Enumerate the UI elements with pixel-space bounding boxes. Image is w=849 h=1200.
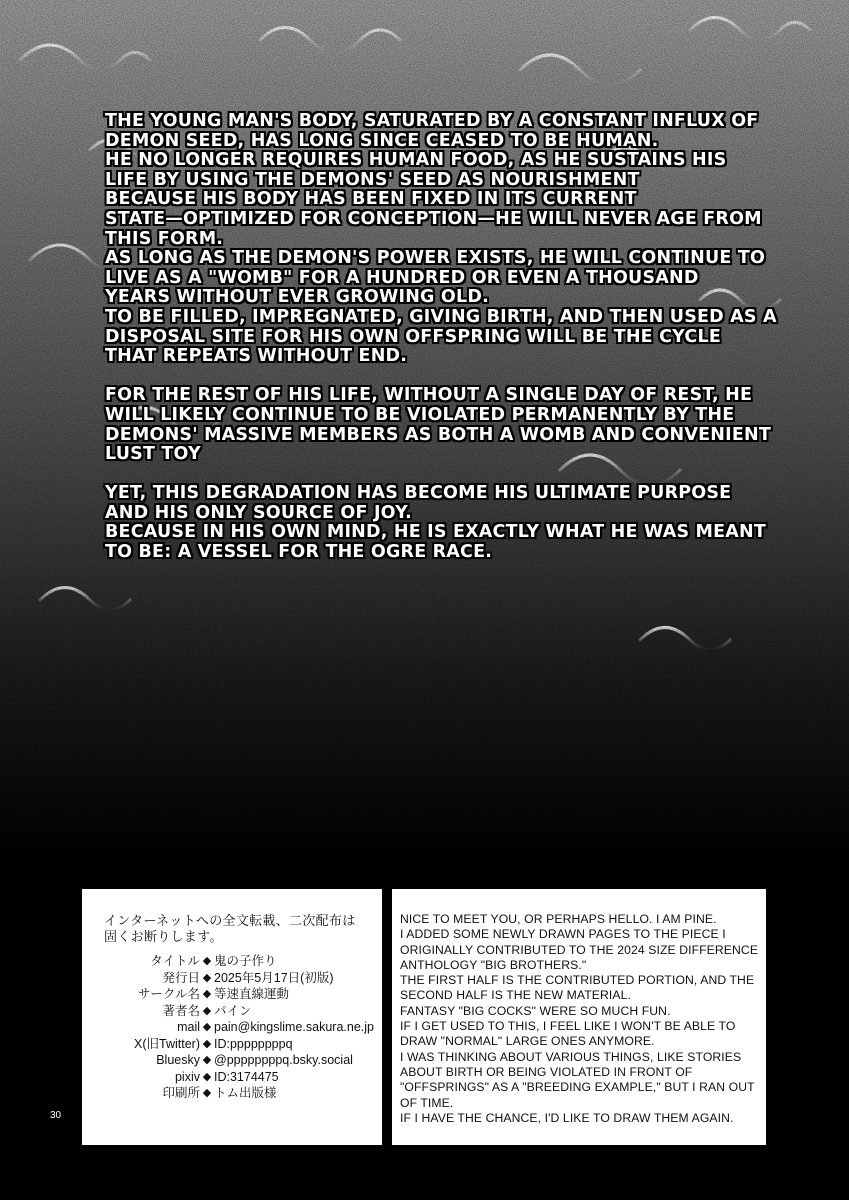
diamond-icon: ◆ bbox=[202, 1037, 212, 1050]
credit-row-bluesky bbox=[82, 1052, 382, 1069]
credit-value: 2025年5月17日(初版) bbox=[214, 970, 334, 985]
credit-label: 印刷所 bbox=[162, 1086, 200, 1100]
afterword-line: I WAS THINKING ABOUT VARIOUS THINGS, LIKE STORIES bbox=[400, 1049, 742, 1064]
credit-label: タイトル bbox=[150, 954, 200, 968]
credit-label: 発行日 bbox=[162, 970, 200, 985]
narration-paragraph-3 bbox=[105, 484, 785, 562]
afterword-text bbox=[400, 912, 762, 1126]
afterword-line: THE FIRST HALF IS THE CONTRIBUTED PORTION, AND THE bbox=[400, 973, 755, 988]
credit-value: 鬼の子作り bbox=[214, 954, 277, 968]
diamond-icon: ◆ bbox=[202, 1021, 212, 1033]
narration-text bbox=[105, 112, 785, 582]
credit-row-mail bbox=[82, 1019, 382, 1036]
narration-line: STATE—OPTIMIZED FOR CONCEPTION—HE WILL NEVER AGE FROM bbox=[105, 208, 762, 229]
diamond-icon: ◆ bbox=[202, 1070, 212, 1083]
afterword-line: IF I HAVE THE CHANCE, I'D LIKE TO DRAW THEM AGAIN. bbox=[400, 1110, 734, 1125]
afterword-line: "OFFSPRINGS" AS A "BREEDING EXAMPLE," BUT I RAN OUT bbox=[400, 1080, 755, 1095]
credit-row-circle bbox=[82, 986, 382, 1003]
narration-line: DEMONS' MASSIVE MEMBERS AS BOTH A WOMB AND CONVENIENT bbox=[105, 424, 771, 445]
narration-line: HE NO LONGER REQUIRES HUMAN FOOD, AS HE SUSTAINS HIS bbox=[105, 150, 727, 171]
credit-row-title bbox=[82, 953, 382, 970]
narration-paragraph-2 bbox=[105, 386, 785, 464]
credit-value: 等速直線運動 bbox=[214, 987, 290, 1001]
narration-line: LIFE BY USING THE DEMONS' SEED AS NOURISHMENT bbox=[105, 169, 640, 190]
credit-value: トム出版様 bbox=[214, 1086, 277, 1100]
narration-line: LUST TOY bbox=[105, 444, 201, 465]
narration-line: DEMON SEED, HAS LONG SINCE CEASED TO BE HUMAN. bbox=[105, 130, 659, 151]
narration-line: AS LONG AS THE DEMON'S POWER EXISTS, HE WILL CONTINUE TO bbox=[105, 248, 766, 269]
credit-row-pixiv bbox=[82, 1069, 382, 1086]
credit-label: Bluesky bbox=[156, 1053, 200, 1067]
diamond-icon: ◆ bbox=[202, 955, 212, 967]
narration-line: TO BE: A VESSEL FOR THE OGRE RACE. bbox=[105, 542, 493, 563]
narration-line: THE YOUNG MAN'S BODY, SATURATED BY A CONSTANT INFLUX OF bbox=[105, 111, 759, 131]
narration-line: AND HIS ONLY SOURCE OF JOY. bbox=[105, 502, 412, 523]
credit-value: ID:ppppppppq bbox=[214, 1036, 293, 1051]
afterword-line: ABOUT BIRTH OR BEING VIOLATED IN FRONT OF bbox=[400, 1064, 693, 1079]
credit-value: ID:3174475 bbox=[214, 1069, 279, 1084]
colophon-panel bbox=[82, 889, 382, 1145]
afterword-line: ANTHOLOGY "BIG BROTHERS." bbox=[400, 957, 587, 972]
narration-line: TO BE FILLED, IMPREGNATED, GIVING BIRTH, AND THEN USED AS A bbox=[105, 306, 777, 327]
narration-line: FOR THE REST OF HIS LIFE, WITHOUT A SINGLE DAY OF REST, HE bbox=[105, 385, 753, 406]
credit-label: 著者名 bbox=[162, 1003, 200, 1018]
afterword-line: OF TIME. bbox=[400, 1095, 454, 1110]
credit-label: pixiv bbox=[174, 1069, 200, 1084]
credit-value: pain@kingslime.sakura.ne.jp bbox=[214, 1020, 374, 1034]
page-number: 30 bbox=[50, 1110, 62, 1121]
credit-row-x bbox=[82, 1036, 382, 1053]
afterword-line: ORIGINALLY CONTRIBUTED TO THE 2024 SIZE DIFFERENCE bbox=[400, 942, 759, 957]
afterword-line: IF I GET USED TO THIS, I FEEL LIKE I WON'T BE ABLE TO bbox=[400, 1019, 736, 1034]
diamond-icon: ◆ bbox=[202, 988, 212, 1000]
afterword-line: SECOND HALF IS THE NEW MATERIAL. bbox=[400, 988, 631, 1003]
diamond-icon: ◆ bbox=[202, 971, 212, 984]
credit-label: サークル名 bbox=[137, 987, 200, 1001]
afterword-line: DRAW "NORMAL" LARGE ONES ANYMORE. bbox=[400, 1034, 655, 1049]
afterword-panel bbox=[392, 889, 766, 1145]
credit-value: @ppppppppq.bsky.social bbox=[214, 1053, 353, 1067]
narration-line: DISPOSAL SITE FOR HIS OWN OFFSPRING WILL BE THE CYCLE bbox=[105, 326, 721, 347]
narration-line: LIVE AS A "WOMB" FOR A HUNDRED OR EVEN A THOUSAND bbox=[105, 267, 699, 288]
diamond-icon: ◆ bbox=[202, 1087, 212, 1099]
narration-line: THIS FORM. bbox=[105, 228, 224, 249]
afterword-line: I ADDED SOME NEWLY DRAWN PAGES TO THE PIECE I bbox=[400, 927, 726, 942]
afterword-line: NICE TO MEET YOU, OR PERHAPS HELLO. I AM PINE. bbox=[400, 912, 717, 926]
credit-label: mail bbox=[177, 1020, 200, 1034]
narration-line: WILL LIKELY CONTINUE TO BE VIOLATED PERMANENTLY BY THE bbox=[105, 404, 735, 425]
narration-paragraph-1 bbox=[105, 112, 785, 367]
narration-line: YEARS WITHOUT EVER GROWING OLD. bbox=[105, 287, 489, 308]
credit-label: X(旧Twitter) bbox=[134, 1036, 200, 1051]
notice-line: 固くお断りします。 bbox=[104, 929, 223, 944]
credits-list bbox=[82, 953, 382, 1102]
narration-line: THAT REPEATS WITHOUT END. bbox=[105, 346, 408, 367]
notice-line: インターネットへの全文転載、二次配布は bbox=[104, 913, 356, 928]
credit-row-printer bbox=[82, 1085, 382, 1102]
diamond-icon: ◆ bbox=[202, 1054, 212, 1066]
afterword-line: FANTASY "BIG COCKS" WERE SO MUCH FUN. bbox=[400, 1003, 671, 1018]
credit-value: パイン bbox=[214, 1003, 252, 1018]
narration-line: YET, THIS DEGRADATION HAS BECOME HIS ULTIMATE PURPOSE bbox=[105, 483, 732, 504]
credit-row-author bbox=[82, 1003, 382, 1020]
reprint-notice bbox=[104, 913, 374, 945]
diamond-icon: ◆ bbox=[202, 1004, 212, 1017]
narration-line: BECAUSE HIS BODY HAS BEEN FIXED IN ITS CURRENT bbox=[105, 189, 637, 210]
narration-line: BECAUSE IN HIS OWN MIND, HE IS EXACTLY WHAT HE WAS MEANT bbox=[105, 522, 767, 543]
credit-row-date bbox=[82, 970, 382, 987]
